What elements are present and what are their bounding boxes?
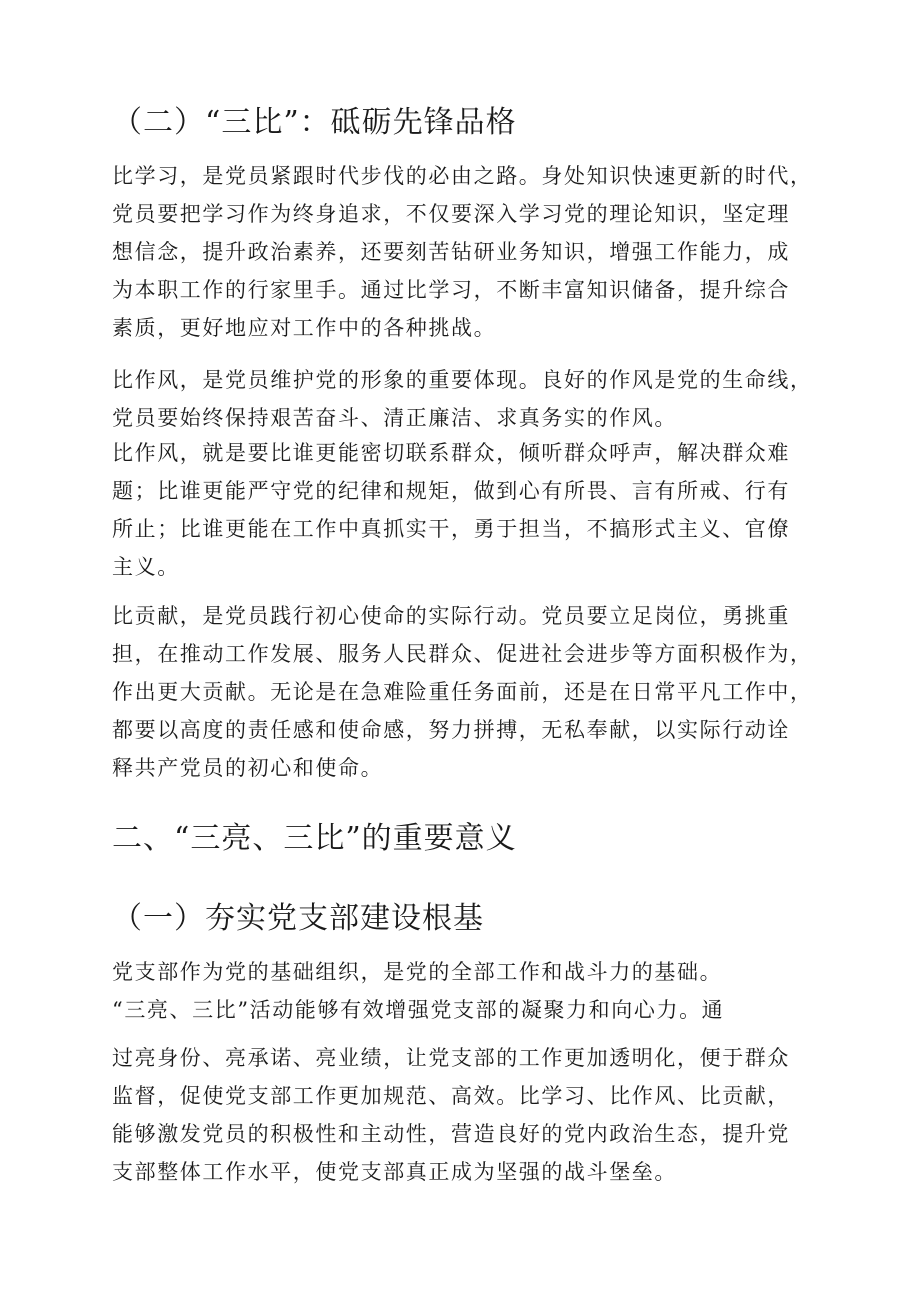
text-line: 担，在推动工作发展、服务人民群众、促进社会进步等方面积极作为，	[112, 642, 813, 666]
paragraph-compare-contribution	[112, 597, 822, 787]
text-line: 党员要把学习作为终身追求，不仅要深入学习党的理论知识，坚定理	[112, 202, 790, 226]
section-heading-significance: 二、“三亮、三比”的重要意义	[112, 821, 517, 856]
text-line: 所止；比谁更能在工作中真抓实干，勇于担当，不搞形式主义、官僚	[112, 517, 790, 541]
paragraph-compare-study	[112, 157, 822, 347]
text-line: “三亮、三比”活动能够有效增强党支部的凝聚力和向心力。通	[112, 998, 725, 1022]
text-line: 党员要始终保持艰苦奋斗、清正廉洁、求真务实的作风。	[112, 406, 677, 430]
text-line: 主义。	[112, 555, 180, 579]
text-line: 比学习，是党员紧跟时代步伐的必由之路。身处知识快速更新的时代，	[112, 164, 813, 188]
text-line: 为本职工作的行家里手。通过比学习，不断丰富知识储备，提升综合	[112, 278, 790, 302]
text-line: 党支部作为党的基础组织，是党的全部工作和战斗力的基础。	[112, 960, 723, 984]
text-line: 想信念，提升政治素养，还要刻苦钻研业务知识，增强工作能力，成	[112, 240, 790, 264]
text-line: 题；比谁更能严守党的纪律和规矩，做到心有所畏、言有所戒、行有	[112, 479, 790, 503]
text-line: 能够激发党员的积极性和主动性，营造良好的党内政治生态，提升党	[112, 1122, 790, 1146]
section-heading-foundation: （一）夯实党支部建设根基	[112, 901, 484, 936]
paragraph-foundation-intro	[112, 953, 822, 1029]
text-line: 释共产党员的初心和使命。	[112, 756, 384, 780]
text-line: 都要以高度的责任感和使命感，努力拼搏，无私奉献，以实际行动诠	[112, 718, 790, 742]
text-line: 作出更大贡献。无论是在急难险重任务面前，还是在日常平凡工作中，	[112, 680, 813, 704]
section-heading-three-comparisons: （二）“三比”：砥砺先锋品格	[112, 105, 517, 140]
text-line: 比作风，就是要比谁更能密切联系群众，倾听群众呼声，解决群众难	[112, 441, 790, 465]
text-line: 过亮身份、亮承诺、亮业绩，让党支部的工作更加透明化，便于群众	[112, 1046, 790, 1070]
paragraph-compare-style-detail	[112, 434, 822, 586]
text-line: 支部整体工作水平，使党支部真正成为坚强的战斗堡垒。	[112, 1160, 677, 1184]
text-line: 监督，促使党支部工作更加规范、高效。比学习、比作风、比贡献，	[112, 1084, 790, 1108]
text-line: 比作风，是党员维护党的形象的重要体现。良好的作风是党的生命线，	[112, 368, 813, 392]
text-line: 素质，更好地应对工作中的各种挑战。	[112, 316, 497, 340]
text-line: 比贡献，是党员践行初心使命的实际行动。党员要立足岗位，勇挑重	[112, 604, 790, 628]
paragraph-compare-style-intro	[112, 361, 822, 437]
paragraph-foundation-detail	[112, 1039, 822, 1191]
